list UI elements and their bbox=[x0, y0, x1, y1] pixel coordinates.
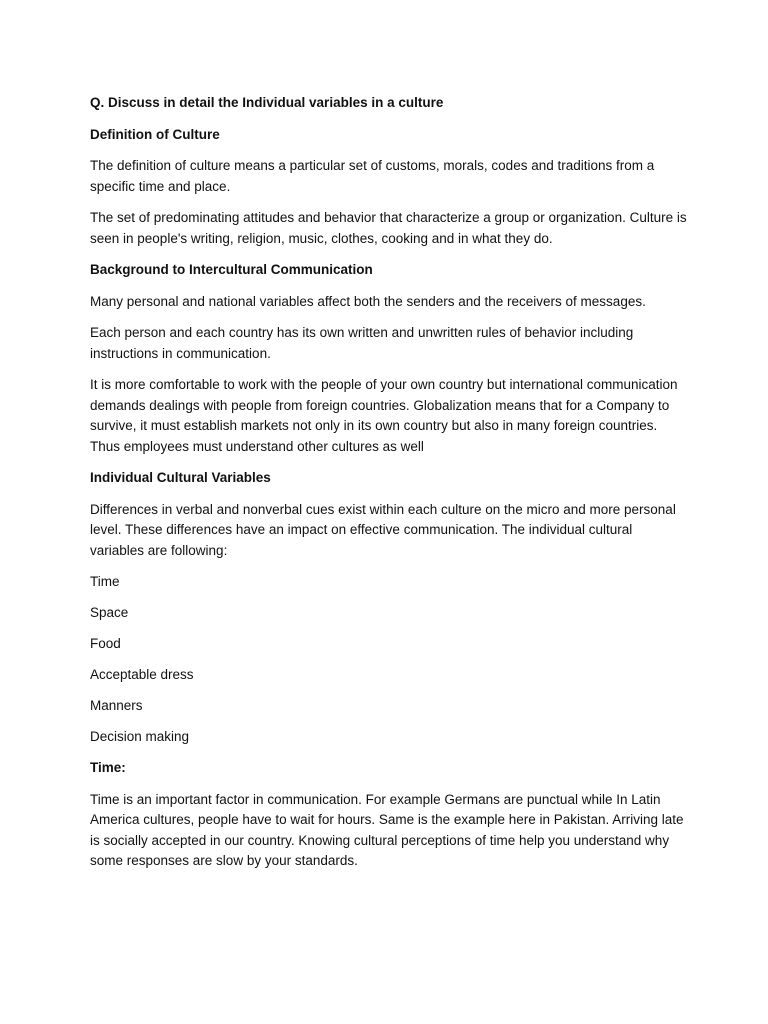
background-paragraph-3: It is more comfortable to work with the people of your own country but international communication demands dealings with people from foreign countries. Globalization means that for a Company to survive, it must establish markets not only in its own country but also in many foreign countries. Thus employees must understand other cultures as well bbox=[90, 377, 678, 454]
time-heading: Time: bbox=[90, 760, 126, 775]
background-paragraph-2: Each person and each country has its own written and unwritten rules of behavior including instructions in communication. bbox=[90, 325, 634, 361]
list-item: Decision making bbox=[90, 729, 190, 744]
list-item: Space bbox=[90, 605, 129, 620]
list-item: Time bbox=[90, 574, 120, 589]
question-heading: Q. Discuss in detail the Individual variables in a culture bbox=[90, 95, 444, 110]
list-item: Manners bbox=[90, 698, 143, 713]
variables-paragraph-1: Differences in verbal and nonverbal cues exist within each culture on the micro and more personal level. These differences have an impact on effective communication. The individual cultural variables are following: bbox=[90, 501, 676, 558]
background-heading: Background to Intercultural Communication bbox=[90, 262, 373, 277]
background-paragraph-1: Many personal and national variables affect both the senders and the receivers of messages. bbox=[90, 293, 646, 309]
definition-heading: Definition of Culture bbox=[90, 126, 220, 142]
time-paragraph-1: Time is an important factor in communication. For example Germans are punctual while In Latin America cultures, people have to wait for hours. Same is the example here in Pakistan. Arriving late is socially accepted in our country. Knowing cultural perceptions of time help you understand why some responses are slow by your standards. bbox=[90, 791, 684, 868]
variables-list bbox=[90, 572, 688, 747]
list-item: Acceptable dress bbox=[90, 667, 194, 682]
definition-paragraph-1: The definition of culture means a particular set of customs, morals, codes and traditions from a specific time and place. bbox=[90, 158, 655, 194]
variables-heading: Individual Cultural Variables bbox=[90, 470, 271, 485]
list-item: Food bbox=[90, 636, 121, 651]
definition-paragraph-2: The set of predominating attitudes and behavior that characterize a group or organization. Culture is seen in people's writing, religion, music, clothes, cooking and in what they do. bbox=[90, 210, 687, 246]
